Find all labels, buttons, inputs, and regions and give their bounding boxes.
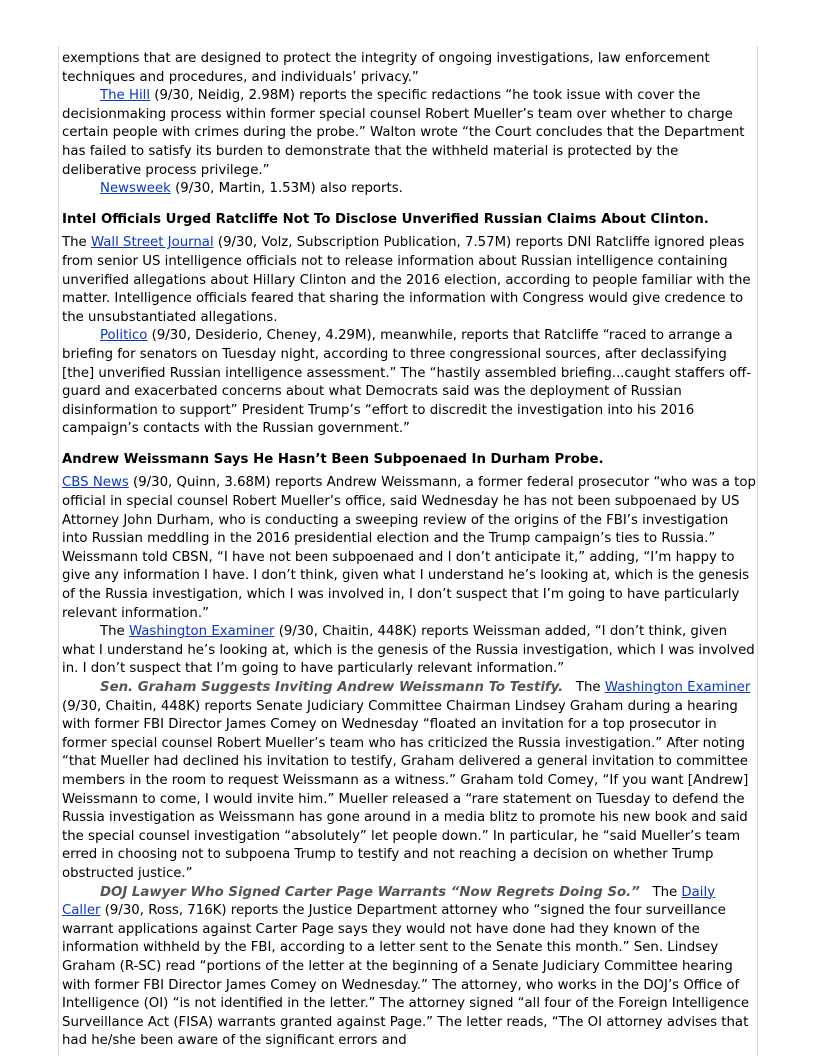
paragraph-graham (62, 679, 756, 884)
link-cbs-news[interactable]: CBS News (62, 475, 129, 491)
link-daily-caller[interactable]: Daily Caller (62, 884, 716, 919)
paragraph-doj-lawyer (62, 884, 756, 1051)
paragraph-politico (62, 327, 756, 439)
paragraph-text: The (639, 884, 682, 900)
paragraph-newsweek (62, 180, 756, 199)
subheadline-doj-lawyer: DOJ Lawyer Who Signed Carter Page Warrants “Now Regrets Doing So.” (100, 884, 640, 900)
link-politico[interactable]: Politico (100, 328, 148, 344)
paragraph-text: (9/30, Martin, 1.53M) also reports. (170, 181, 403, 197)
link-washington-examiner[interactable]: Washington Examiner (128, 624, 275, 640)
article-body (62, 50, 756, 1051)
link-washington-examiner-2[interactable]: Washington Examiner (604, 680, 751, 695)
paragraph-washington-examiner-1 (62, 623, 756, 679)
left-margin-rule (58, 46, 59, 1056)
paragraph-text: (9/30, Chaitin, 448K) reports Weissman added, “I don’t think, given what I understand he’s looking at, which is the genesis of the Russia investigation, which I was involved in. I don’t suspect that I’m going to have particularly relevant information.” (62, 624, 755, 677)
paragraph-the-hill (62, 87, 756, 180)
paragraph-wsj (62, 234, 756, 327)
paragraph-continuation: exemptions that are designed to protect the integrity of ongoing investigations, law enforcement techniques and procedures, and individuals’ privacy.” (62, 51, 710, 85)
headline-intel-officials: Intel Officials Urged Ratcliffe Not To Disclose Unverified Russian Claims About Clinton. (62, 211, 709, 227)
subheadline-graham: Sen. Graham Suggests Inviting Andrew Weissmann To Testify. (100, 680, 564, 695)
paragraph-text: (9/30, Ross, 716K) reports the Justice Department attorney who “signed the four surveillance warrant applications against Carter Page says they would not have done had they known of the information withheld by the FBI, according to a letter sent to the Senate this month.” Sen. Lindsey Graham (R-SC) read “portions of the letter at the beginning of a Senate Judiciary Committee hearing with former FBI Director James Comey on Wednesday.” The attorney, who works in the DOJ’s Office of Intelligence (OI) “is not identified in the letter.” The attorney signed “all four of the Foreign Intelligence Surveillance Act (FISA) warrants granted against Page.” The letter reads, “The OI attorney advises that had he/she been aware of the significant errors and (62, 903, 750, 1049)
paragraph-text: (9/30, Quinn, 3.68M) reports Andrew Weissmann, a former federal prosecutor “who was a top official in special counsel Robert Mueller’s office, said Wednesday he has not been subpoenaed by US Attorney John Durham, who is conducting a sweeping review of the origins of the FBI’s investigation into Russian meddling in the 2016 presidential election and the Trump campaign’s ties to Russia.” Weissmann told CBSN, “I have not been subpoenaed and I don’t anticipate it,” adding, “I’m happy to give any information I have. I don’t think, given what I understand he’s looking at, which is the genesis of the Russia investigation, which I was involved in, I don’t suspect that I’m going to have particularly relevant information.” (62, 475, 756, 621)
paragraph-text: (9/30, Volz, Subscription Publication, 7.57M) reports DNI Ratcliffe ignored pleas from senior US intelligence officials not to release information about Russian intelligence containing unverified allegations about Hillary Clinton and the 2016 election, according to people familiar with the matter. Intelligence officials feared that sharing the information with Congress would give credence to the unsubstantiated allegations. (62, 235, 751, 325)
paragraph-text: The (62, 235, 91, 251)
paragraph-cbs (62, 474, 756, 623)
link-wall-street-journal[interactable]: Wall Street Journal (90, 235, 214, 251)
paragraph-text: (9/30, Neidig, 2.98M) reports the specific redactions “he took issue with cover the decisionmaking process within former special counsel Robert Mueller’s team over whether to charge certain people with crimes during the probe.” Walton wrote “the Court concludes that the Department has failed to satisfy its burden to demonstrate that the withheld material is protected by the deliberative process privilege.” (62, 88, 745, 178)
link-the-hill[interactable]: The Hill (100, 88, 151, 104)
paragraph-text: (9/30, Desiderio, Cheney, 4.29M), meanwhile, reports that Ratcliffe “raced to arrange a briefing for senators on Tuesday night, according to three congressional sources, after declassifying [the] unverified Russian intelligence assessment.” The “hastily assembled briefing...caught staffers off-guard and exacerbated concerns about what Democrats said was the deployment of Russian disinformation to support” President Trump’s “effort to discredit the investigation into his 2016 campaign’s contacts with the Russian government.” (62, 328, 752, 437)
paragraph-text: (9/30, Chaitin, 448K) reports Senate Judiciary Committee Chairman Lindsey Graham during a hearing with former FBI Director James Comey on Wednesday “floated an invitation for a top prosecutor in former special counsel Robert Mueller’s team who has criticized the Russia investigation.” After noting “that Mueller had declined his invitation to testify, Graham delivered a general invitation to committee members in the room to request Weissmann as a witness.” Graham told Comey, “If you want [Andrew] Weissmann to come, I would invite him.” Mueller released a “rare statement on Tuesday to defend the Russia investigation as Weissmann has gone around in a media blitz to promote his new book and said the special counsel investigation “absolutely” let people down.” In particular, he “said Mueller’s team erred in choosing not to subpoena Trump to testify and not reaching a decision on whether Trump obstructed justice.” (62, 698, 749, 881)
headline-weissmann: Andrew Weissmann Says He Hasn’t Been Subpoenaed In Durham Probe. (62, 451, 604, 467)
link-newsweek[interactable]: Newsweek (100, 181, 171, 197)
paragraph-text: The (563, 680, 605, 695)
right-margin-rule (757, 46, 758, 1056)
paragraph-text: The (100, 624, 129, 640)
